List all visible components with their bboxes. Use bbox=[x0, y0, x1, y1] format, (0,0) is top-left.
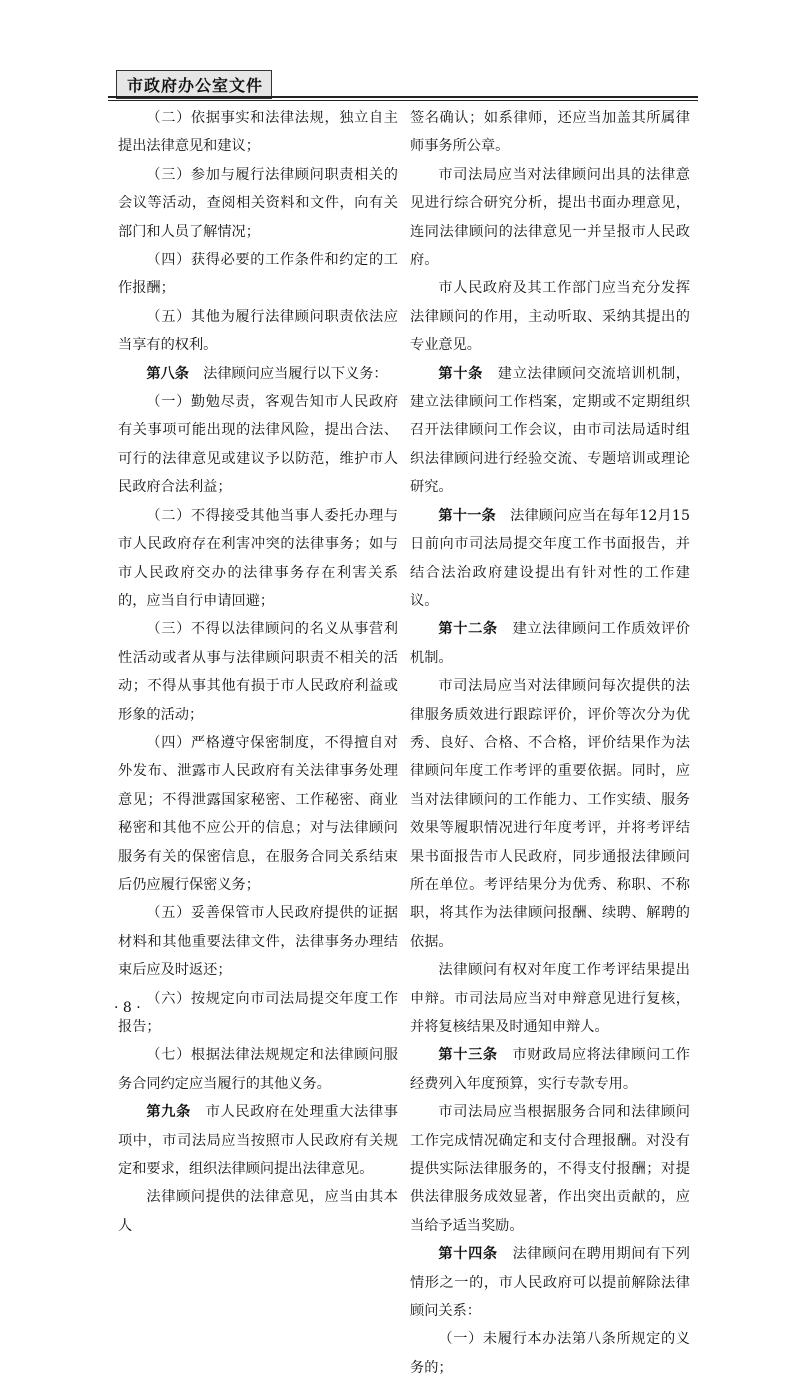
paragraph-text: 法律顾问在聘用期间有下列情形之一的，市人民政府可以提前解除法律顾问关系： bbox=[410, 1246, 690, 1320]
paragraph bbox=[410, 615, 690, 672]
paragraph-text: 市人民政府及其工作部门应当充分发挥法律顾问的作用，主动听取、采纳其提出的专业意见。 bbox=[410, 280, 690, 354]
paragraph-text: 市司法局应当对法律顾问出具的法律意见进行综合研究分析，提出书面办理意见，连同法律顾问的法律意见一并呈报市人民政府。 bbox=[410, 166, 690, 269]
paragraph-text: （三）参加与履行法律顾问职责相关的会议等活动，查阅相关资料和文件，向有关部门和人员了解情况； bbox=[118, 166, 398, 240]
article-number: 第十一条 bbox=[438, 507, 496, 524]
paragraph-text: （五）妥善保管市人民政府提供的证据材料和其他重要法律文件，法律事务办理结束后应及时返还； bbox=[118, 905, 398, 979]
header-title: 市政府办公室文件 bbox=[116, 70, 272, 99]
paragraph bbox=[118, 1098, 398, 1183]
article-number: 第十四条 bbox=[438, 1246, 498, 1263]
paragraph-text: （四）严格遵守保密制度，不得擅自对外发布、泄露市人民政府有关法律事务处理意见；不得泄露国家秘密、工作秘密、商业秘密和其他不应公开的信息；对与法律顾问服务有关的保密信息，在服务合同关系结束后仍应履行保密义务； bbox=[118, 734, 398, 893]
paragraph bbox=[410, 502, 690, 616]
paragraph-text: 法律顾问应当履行以下义务： bbox=[203, 365, 388, 382]
paragraph bbox=[410, 1098, 690, 1240]
paragraph-text: （四）获得必要的工作条件和约定的工作报酬； bbox=[118, 252, 398, 297]
paragraph-text: 签名确认；如系律师，还应当加盖其所属律师事务所公章。 bbox=[410, 110, 690, 155]
paragraph bbox=[118, 303, 398, 360]
paragraph-text: 法律顾问有权对年度工作考评结果提出申辩。市司法局应当对申辩意见进行复核，并将复核结果及时通知申辩人。 bbox=[410, 962, 690, 1035]
paragraph-text: 建立法律顾问工作质效评价机制。 bbox=[410, 621, 690, 666]
paragraph bbox=[410, 360, 690, 502]
paragraph bbox=[118, 615, 398, 729]
paragraph bbox=[410, 104, 690, 161]
paragraph bbox=[118, 729, 398, 899]
article-number: 第十三条 bbox=[438, 1047, 498, 1064]
paragraph-text: 市司法局应当根据服务合同和法律顾问工作完成情况确定和支付合理报酬。对没有提供实际法律服务的，不得支付报酬；对提供法律服务成效显著，作出突出贡献的，应当给予适当奖励。 bbox=[410, 1104, 690, 1234]
header-rule bbox=[108, 96, 698, 98]
right-column bbox=[410, 104, 690, 1382]
paragraph-text: 市人民政府在处理重大法律事项中，市司法局应当按照市人民政府有关规定和要求，组织法律顾问提出法律意见。 bbox=[118, 1104, 398, 1178]
paragraph bbox=[118, 899, 398, 984]
paragraph bbox=[410, 956, 690, 1041]
paragraph-text: （七）根据法律法规规定和法律顾问服务合同约定应当履行的其他义务。 bbox=[118, 1047, 398, 1092]
article-number: 第十条 bbox=[438, 365, 483, 382]
paragraph bbox=[410, 1325, 690, 1382]
article-number: 第十二条 bbox=[438, 621, 498, 638]
paragraph-text: （二）依据事实和法律法规，独立自主提出法律意见和建议； bbox=[118, 110, 398, 155]
paragraph bbox=[118, 388, 398, 502]
paragraph bbox=[410, 1041, 690, 1098]
article-number: 第九条 bbox=[146, 1104, 191, 1121]
paragraph-text: （五）其他为履行法律顾问职责依法应当享有的权利。 bbox=[118, 308, 398, 354]
paragraph-text: （一）未履行本办法第八条所规定的义务的； bbox=[410, 1331, 690, 1376]
paragraph bbox=[410, 161, 690, 275]
paragraph-text: （一）勤勉尽责，客观告知市人民政府有关事项可能出现的法律风险，提出合法、可行的法律意见或建议予以防范，维护市人民政府合法利益； bbox=[118, 394, 398, 496]
paragraph bbox=[118, 502, 398, 616]
paragraph bbox=[410, 1240, 690, 1325]
paragraph-text: （六）按规定向市司法局提交年度工作报告； bbox=[118, 990, 398, 1035]
article-number: 第八条 bbox=[146, 365, 189, 382]
paragraph-text: （三）不得以法律顾问的名义从事营利性活动或者从事与法律顾问职责不相关的活动；不得从事其他有损于市人民政府利益或形象的活动； bbox=[118, 621, 398, 723]
page-number: · 8 · bbox=[114, 1000, 141, 1016]
paragraph-text: （二）不得接受其他当事人委托办理与市人民政府存在利害冲突的法律事务；如与市人民政府交办的法律事务存在利害关系的，应当自行申请回避； bbox=[118, 507, 398, 609]
paragraph bbox=[410, 274, 690, 359]
page-header bbox=[108, 60, 698, 98]
paragraph bbox=[118, 360, 398, 388]
paragraph-text: 市财政局应将法律顾问工作经费列入年度预算，实行专款专用。 bbox=[410, 1047, 690, 1092]
paragraph-text: 市司法局应当对法律顾问每次提供的法律服务质效进行跟踪评价，评价等次分为优秀、良好、合格、不合格，评价结果作为法律顾问年度工作考评的重要依据。同时，应当对法律顾问的工作能力、工作实绩、服务效果等履职情况进行年度考评，并将考评结果书面报告市人民政府，同步通报法律顾问所在单位。考评结果分为优秀、称职、不称职，将其作为法律顾问报酬、续聘、解聘的依据。 bbox=[410, 678, 690, 950]
paragraph bbox=[118, 104, 398, 161]
paragraph bbox=[118, 246, 398, 303]
paragraph-text: 法律顾问提供的法律意见，应当由其本人 bbox=[118, 1189, 398, 1234]
paragraph bbox=[118, 985, 398, 1042]
paragraph bbox=[118, 1183, 398, 1240]
paragraph-text: 法律顾问应当在每年12月15日前向市司法局提交年度工作书面报告，并结合法治政府建设提出有针对性的工作建议。 bbox=[410, 507, 690, 609]
header-rule-thin bbox=[108, 100, 698, 101]
paragraph bbox=[410, 672, 690, 956]
paragraph-text: 建立法律顾问交流培训机制，建立法律顾问工作档案，定期或不定期组织召开法律顾问工作会议，由市司法局适时组织法律顾问进行经验交流、专题培训或理论研究。 bbox=[410, 365, 690, 496]
paragraph bbox=[118, 1041, 398, 1098]
left-column bbox=[118, 104, 398, 1240]
paragraph bbox=[118, 161, 398, 246]
